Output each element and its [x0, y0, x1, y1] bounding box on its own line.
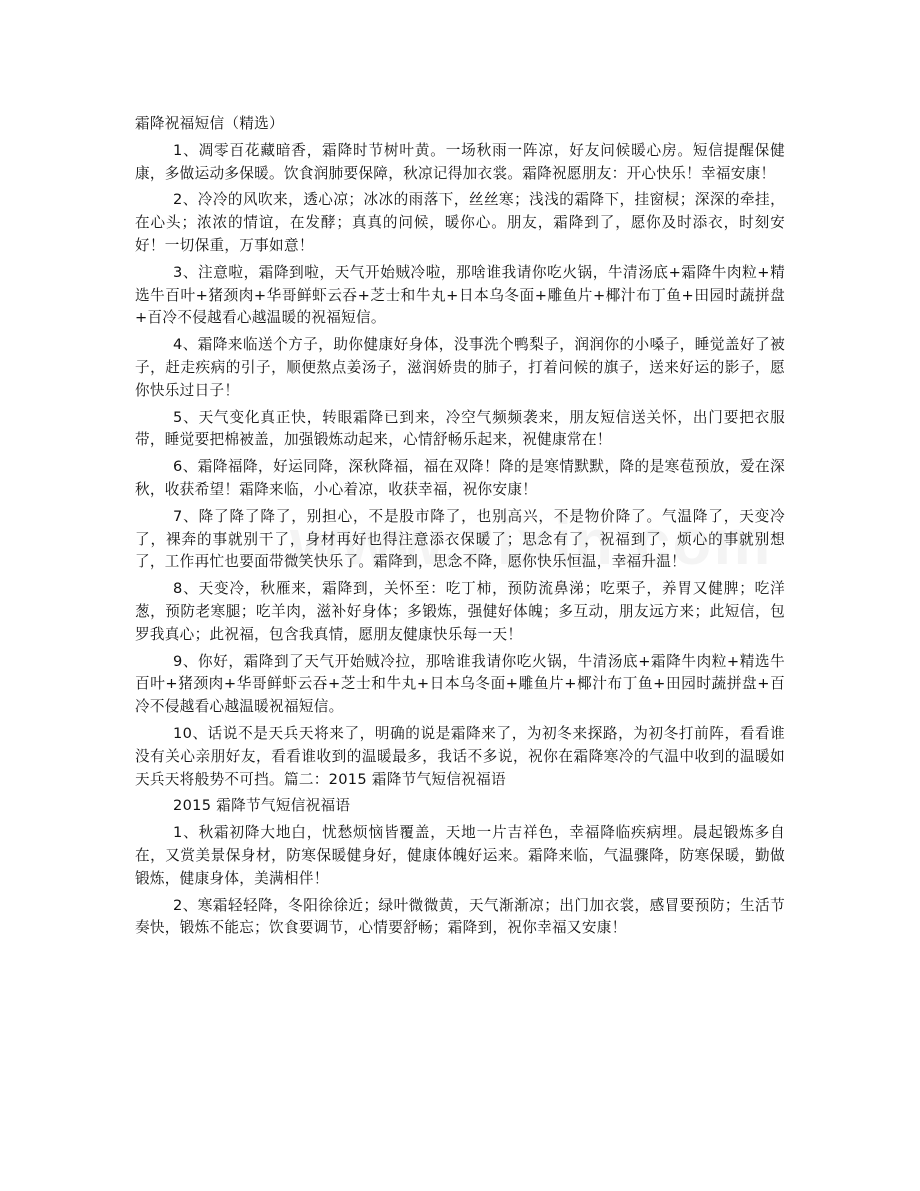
document-title: 霜降祝福短信（精选）	[135, 115, 284, 132]
paragraph-3: 3、注意啦，霜降到啦，天气开始贼冷啦，那啥谁我请你吃火锅，牛清汤底+霜降牛肉粒+精选牛百叶+猪颈肉+华哥鲜虾云吞+芝士和牛丸+日本乌冬面+雕鱼片+椰汁布丁鱼+田园时蔬拼盘+百冷不侵越看心越温暖的祝福短信。	[135, 263, 785, 327]
paragraph-4: 4、霜降来临送个方子，助你健康好身体，没事洗个鸭梨子，润润你的小嗓子，睡觉盖好了被子，赶走疾病的引子，顺便熬点姜汤子，滋润娇贵的肺子，打着问候的旗子，送来好运的影子，愿你快乐过日子！	[135, 336, 785, 399]
paragraph-7: 7、降了降了降了，别担心，不是股市降了，也别高兴，不是物价降了。气温降了，天变冷了，裸奔的事就别干了，身材再好也得注意添衣保暖了；思念有了，祝福到了，烦心的事就别想了，工作再忙也要面带微笑快乐了。霜降到，思念不降，愿你快乐恒温，幸福升温！	[135, 507, 785, 571]
section-subheading: 2015 霜降节气短信祝福语	[173, 797, 351, 815]
paragraph-1: 1、凋零百花藏暗香，霜降时节树叶黄。一场秋雨一阵凉，好友问候暖心房。短信提醒保健康，多做运动多保暖。饮食润肺要保障，秋凉记得加衣裳。霜降祝愿朋友：开心快乐！幸福安康！	[135, 141, 785, 182]
paragraph-5: 5、天气变化真正快，转眼霜降已到来，冷空气频频袭来，朋友短信送关怀，出门要把衣服带，睡觉要把棉被盖，加强锻炼动起来，心情舒畅乐起来，祝健康常在！	[135, 408, 785, 449]
section2-paragraph-2: 2、寒霜轻轻降，冬阳徐徐近；绿叶微微黄，天气渐渐凉；出门加衣裳，感冒要预防；生活节奏快，锻炼不能忘；饮食要调节，心情要舒畅；霜降到，祝你幸福又安康！	[135, 896, 785, 937]
paragraph-8: 8、天变冷，秋雁来，霜降到，关怀至：吃丁柿，预防流鼻涕；吃栗子，养胃又健脾；吃洋葱，预防老寒腿；吃羊肉，滋补好身体；多锻炼，强健好体魄；多互动，朋友远方来；此短信，包罗我真心；此祝福，包含我真情，愿朋友健康快乐每一天！	[135, 580, 785, 643]
document-page	[135, 113, 785, 944]
paragraph-10: 10、话说不是天兵天将来了，明确的说是霜降来了，为初冬来探路，为初冬打前阵，看看谁没有关心亲朋好友，看看谁收到的温暖最多，我话不多说，祝你在霜降寒冷的气温中收到的温暖如天兵天将般势不可挡。篇二：2015 霜降节气短信祝福语	[135, 724, 785, 788]
paragraph-2: 2、冷冷的风吹来，透心凉；冰冰的雨落下，丝丝寒；浅浅的霜降下，挂窗棂；深深的牵挂，在心头；浓浓的情谊，在发酵；真真的问候，暖你心。朋友，霜降到了，愿你及时添衣，时刻安好！一切保重，万事如意！	[135, 191, 785, 254]
section2-paragraph-1: 1、秋霜初降大地白，忧愁烦恼皆覆盖，天地一片吉祥色，幸福降临疾病埋。晨起锻炼多自在，又赏美景保身材，防寒保暖健身好，健康体魄好运来。霜降来临，气温骤降，防寒保暖，勤做锻炼，健康身体，美满相伴！	[135, 824, 785, 887]
paragraph-9: 9、你好，霜降到了天气开始贼冷拉，那啥谁我请你吃火锅，牛清汤底+霜降牛肉粒+精选牛百叶+猪颈肉+华哥鲜虾云吞+芝士和牛丸+日本乌冬面+雕鱼片+椰汁布丁鱼+田园时蔬拼盘+百冷不侵越看心越温暖祝福短信。	[135, 652, 785, 716]
paragraph-6: 6、霜降福降，好运同降，深秋降福，福在双降！降的是寒情默默，降的是寒苞预放，爱在深秋，收获希望！霜降来临，小心着凉，收获幸福，祝你安康！	[135, 458, 785, 498]
